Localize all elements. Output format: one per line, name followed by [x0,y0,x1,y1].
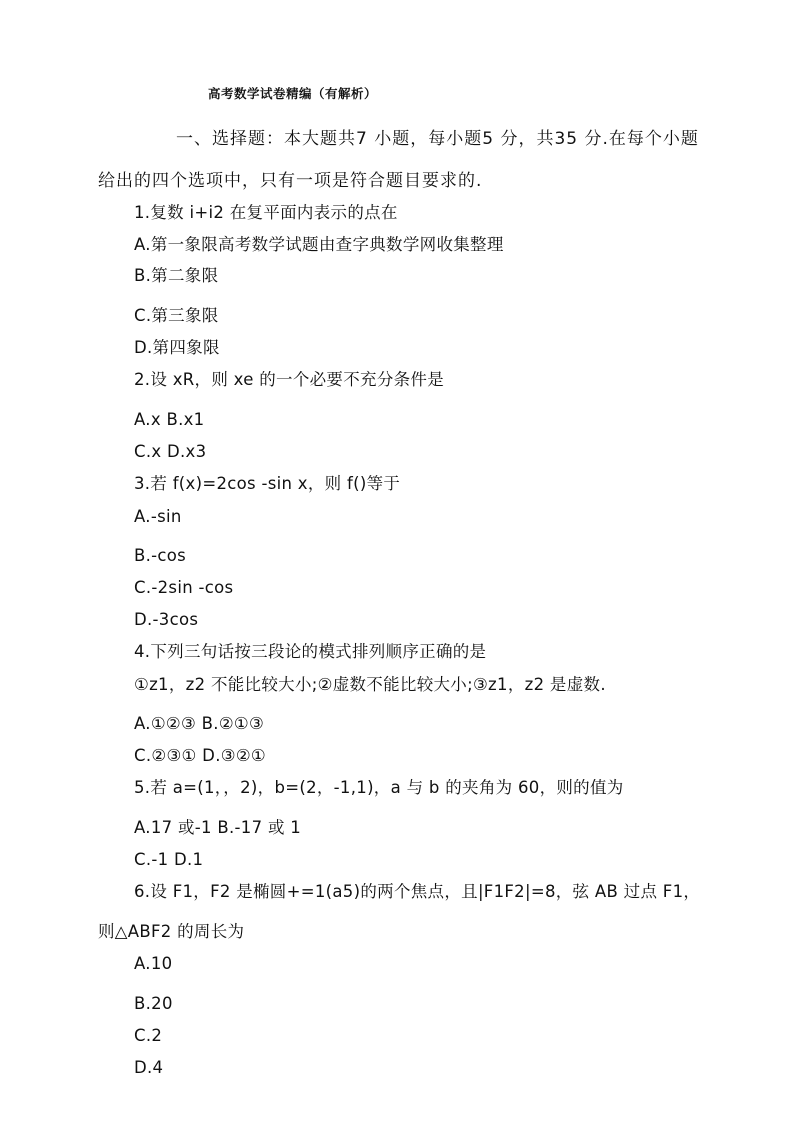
question-6-option-a: A.10 [134,954,173,973]
document-title: 高考数学试卷精编（有解析） [208,86,378,101]
question-4-stem: 4.下列三句话按三段论的模式排列顺序正确的是 [134,642,487,661]
question-6-option-c: C.2 [134,1026,163,1045]
question-3-option-b: B.-cos [134,546,187,565]
section-intro-line-1: 一、选择题：本大题共7 小题，每小题5 分，共35 分.在每个小题 [176,129,699,149]
question-1-stem: 1.复数 i+i2 在复平面内表示的点在 [134,203,398,222]
question-6-option-d: D.4 [134,1058,164,1077]
question-3-option-c: C.-2sin -cos [134,578,234,597]
question-2-options-cd: C.x D.x3 [134,442,207,461]
question-4-options-cd: C.②③① D.③②① [134,746,267,765]
question-1-option-d: D.第四象限 [134,338,220,357]
question-1-option-c: C.第三象限 [134,306,219,325]
question-1-option-a: A.第一象限高考数学试题由查字典数学网收集整理 [134,235,504,254]
question-1-option-b: B.第二象限 [134,266,219,285]
question-6-stem-continued: 则△ABF2 的周长为 [98,922,245,941]
question-2-stem: 2.设 xR，则 xe 的一个必要不充分条件是 [134,370,445,389]
question-6-option-b: B.20 [134,994,173,1013]
question-5-options-ab: A.17 或-1 B.-17 或 1 [134,818,302,837]
question-6-stem: 6.设 F1，F2 是椭圆+=1(a5)的两个焦点，且|F1F2|=8，弦 AB 过点 F1， [134,882,701,901]
question-5-options-cd: C.-1 D.1 [134,850,204,869]
section-intro-line-2: 给出的四个选项中，只有一项是符合题目要求的. [98,171,483,191]
question-4-statements: ①z1，z2 不能比较大小;②虚数不能比较大小;③z1，z2 是虚数. [134,675,606,694]
question-3-option-a: A.-sin [134,507,182,526]
question-4-options-ab: A.①②③ B.②①③ [134,714,265,733]
question-5-stem: 5.若 a=(1，，2)，b=(2，-1,1)，a 与 b 的夹角为 60，则的值为 [134,778,624,797]
question-3-option-d: D.-3cos [134,610,199,629]
question-3-stem: 3.若 f(x)=2cos -sin x，则 f()等于 [134,474,401,493]
question-2-options-ab: A.x B.x1 [134,410,205,429]
